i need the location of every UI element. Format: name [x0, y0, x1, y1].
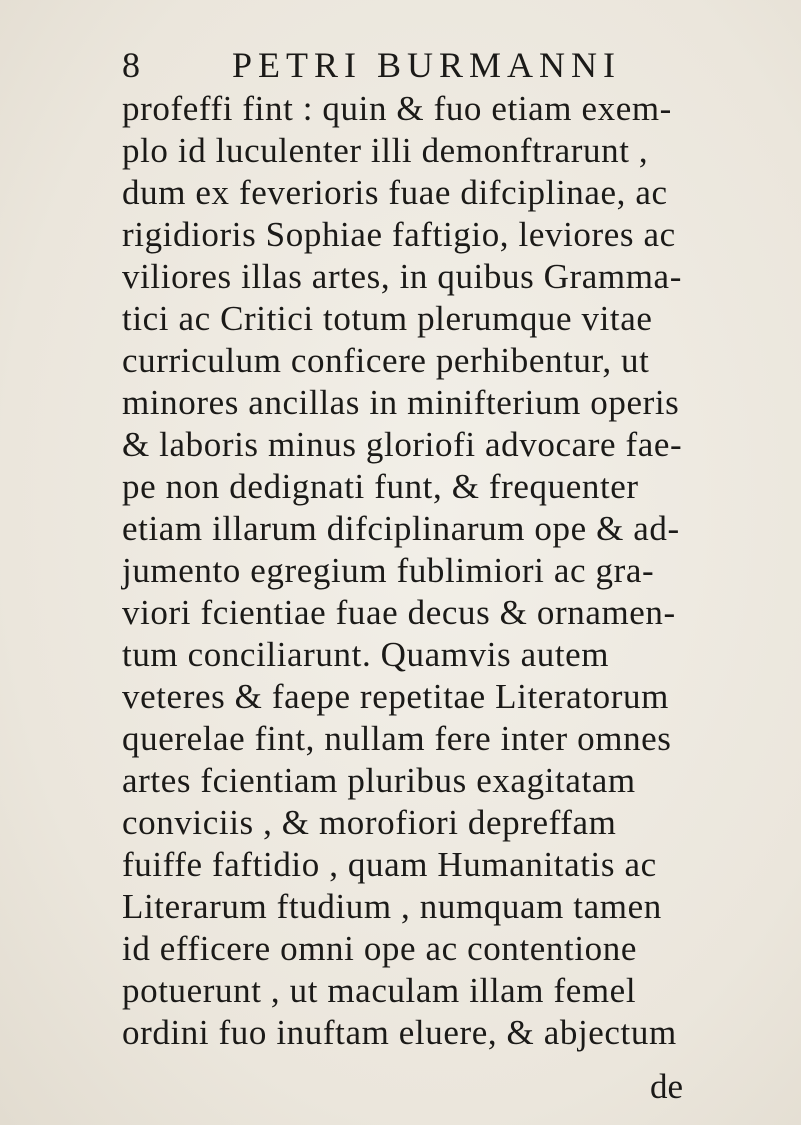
text-line: profeffi fint : quin & fuo etiam exem-	[122, 89, 672, 128]
running-title: PETRI BURMANNI	[232, 45, 622, 85]
text-line: tum conciliarunt. Quamvis autem	[122, 635, 610, 674]
text-line: fuiffe faftidio , quam Humanitatis ac	[122, 845, 657, 884]
text-line: rigidioris Sophiae faftigio, leviores ac	[122, 215, 676, 254]
text-line: conviciis , & morofiori depreffam	[122, 803, 617, 842]
body-text	[122, 88, 747, 1054]
text-line: querelae fint, nullam fere inter omnes	[122, 719, 672, 758]
text-line: pe non dedignati funt, & frequenter	[122, 467, 639, 506]
text-line: Literarum ftudium , numquam tamen	[122, 887, 662, 926]
text-line: etiam illarum difciplinarum ope & ad-	[122, 509, 680, 548]
text-line: minores ancillas in minifterium operis	[122, 383, 680, 422]
text-line: id efficere omni ope ac contentione	[122, 929, 637, 968]
text-line: artes fcientiam pluribus exagitatam	[122, 761, 636, 800]
running-head	[0, 40, 801, 90]
text-line: potuerunt , ut maculam illam femel	[122, 971, 637, 1010]
page-number: 8	[122, 45, 141, 85]
text-line: veteres & faepe repetitae Literatorum	[122, 677, 669, 716]
text-line: plo id luculenter illi demonftrarunt ,	[122, 131, 649, 170]
text-line: viori fcientiae fuae decus & ornamen-	[122, 593, 676, 632]
text-line: viliores illas artes, in quibus Gramma-	[122, 257, 682, 296]
text-line: jumento egregium fublimiori ac gra-	[122, 551, 655, 590]
text-line: curriculum conficere perhibentur, ut	[122, 341, 650, 380]
text-line: dum ex feverioris fuae difciplinae, ac	[122, 173, 668, 212]
text-line: & laboris minus gloriofi advocare fae-	[122, 425, 683, 464]
text-line: tici ac Critici totum plerumque vitae	[122, 299, 653, 338]
catchword: de	[650, 1067, 684, 1106]
text-line: ordini fuo inuftam eluere, & abjectum	[122, 1013, 677, 1052]
